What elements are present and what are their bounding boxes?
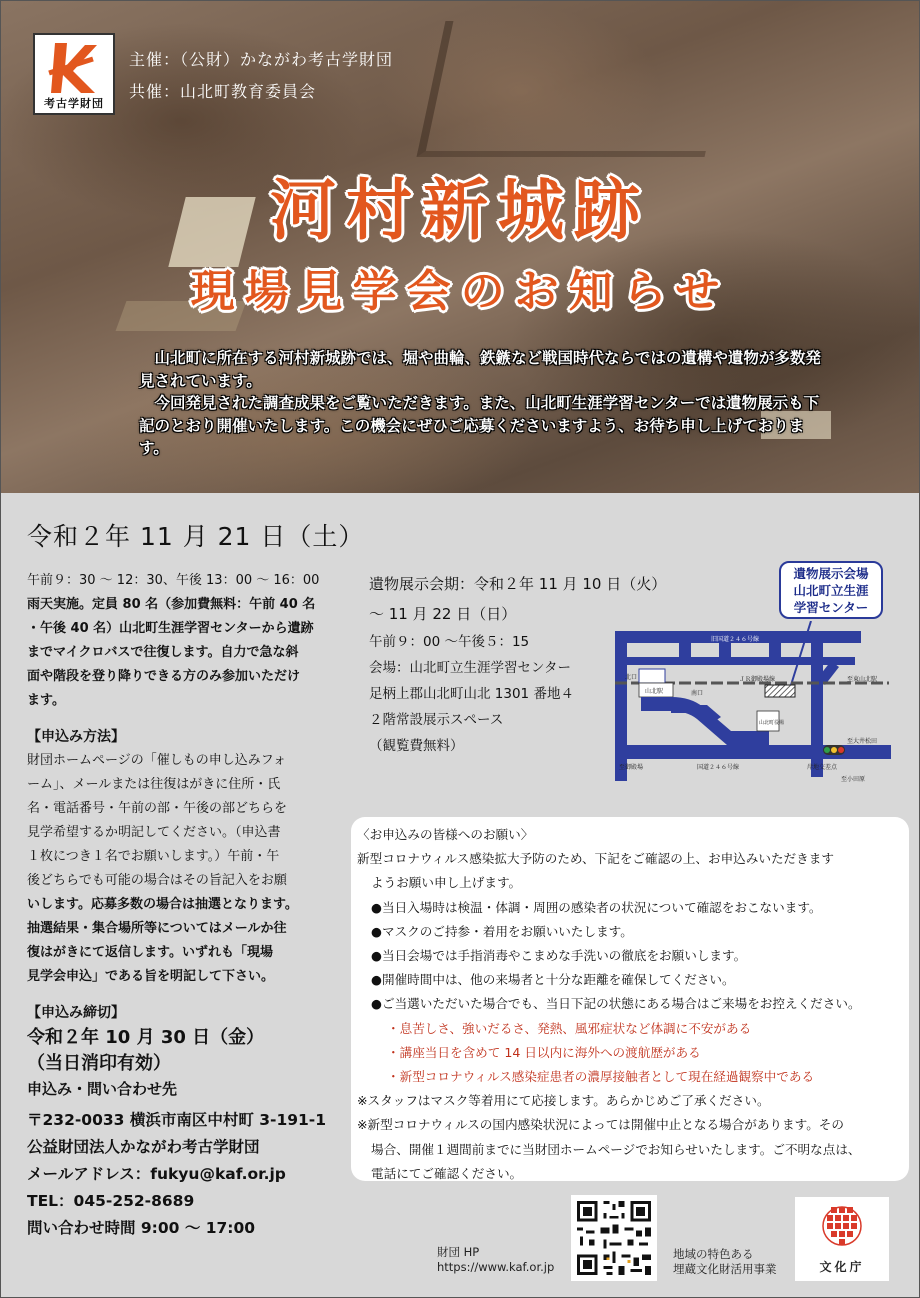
notice-intro: ようお願い申し上げます。 <box>371 875 522 891</box>
label-minamiguchi: 南口 <box>691 690 704 697</box>
notice-warning: ・講座当日を含めて 14 日以内に海外への渡航歴がある <box>387 1044 701 1060</box>
detail-line: 面や階段を登り降りできる方のみ参加いただけ <box>27 669 301 684</box>
covid-notice <box>351 817 909 1181</box>
access-map <box>611 621 891 801</box>
notice-heading: 〈お申込みの皆様へのお願い〉 <box>357 827 534 842</box>
exhibit-period: 遺物展示会期：令和２年 11 月 10 日（火） <box>369 575 667 593</box>
exhibit-venue: 会場：山北町立生涯学習センター <box>369 660 571 676</box>
hp-url[interactable]: https://www.kaf.or.jp <box>437 1260 555 1274</box>
notice-note: ※新型コロナウィルスの国内感染状況によっては開催中止となる場合があります。その <box>357 1117 844 1133</box>
organizer: 主催：（公財）かながわ考古学財団 <box>129 50 394 69</box>
notice-bullet: ●当日入場時は検温・体調・周囲の感染者の状況について確認をおこないます。 <box>371 899 822 915</box>
notice-bullet: ●当日会場では手指消毒やこまめな手洗いの徹底をお願いします。 <box>371 948 747 964</box>
k-logo-icon <box>45 39 103 97</box>
venue-building <box>765 685 795 697</box>
deadline-date: 令和２年 10 月 30 日（金） <box>27 1027 265 1048</box>
foundation-logo <box>33 33 115 115</box>
label-higashiyamakita: 至東山北駅 <box>847 676 878 683</box>
apply-heading: 【申込み方法】 <box>27 729 125 745</box>
apply-line: ーム」、メールまたは往復はがきに住所・氏 <box>27 777 281 792</box>
apply-line: 見学希望するか明記してください。（申込書 <box>27 825 281 840</box>
intro-paragraph: 今回発見された調査成果をご覧いただきます。また、山北町生涯学習センターでは遺物展示も下記のとおり開催いたします。この機会にぜひご応募くださいますよう、お待ち申し上げております。 <box>139 394 820 457</box>
label-kitaguchi: 北口 <box>625 674 638 681</box>
exhibit-hours: 午前９：00 〜午後５：15 <box>369 634 530 650</box>
notice-bullet: ●マスクのご持参・着用をお願いいたします。 <box>371 923 633 939</box>
notice-note: 場合、開催１週間前までに当財団ホームページでお知らせいたします。ご不明な点は、 <box>371 1141 861 1157</box>
label-station: 山北駅 <box>645 688 664 695</box>
logo-text: 考古学財団 <box>44 97 104 110</box>
event-date: 令和２年 11 月 21 日（土） <box>27 522 365 551</box>
apply-line: 名・電話番号・午前の部・午後の部どちらを <box>27 801 288 816</box>
bunkacho-mark-icon <box>795 1197 889 1257</box>
deadline-note: （当日消印有効） <box>27 1053 171 1074</box>
contact-heading: 申込み・問い合わせ先 <box>27 1080 178 1098</box>
main-title: 河村新城跡 <box>270 171 650 249</box>
callout-line: 学習センター <box>793 600 869 615</box>
exhibit-period-end: 〜 11 月 22 日（日） <box>369 605 517 623</box>
exhibit-floor: ２階常設展示スペース <box>369 712 504 728</box>
hp-label: 財団 HP <box>437 1245 480 1259</box>
apply-line: 後どちらでも可能の場合はその旨記入をお願 <box>27 873 287 888</box>
sub-title: 現場見学会のお知らせ <box>190 266 730 317</box>
label-odawara: 至小田原 <box>841 776 866 783</box>
detail-line: ます。 <box>27 693 65 708</box>
callout-line: 山北町立生涯 <box>793 583 869 598</box>
venue-callout <box>779 561 883 619</box>
label-old-route: 旧国道２４６号線 <box>711 636 760 643</box>
detail-line: ・午後 40 名）山北町生涯学習センターから遺跡 <box>27 621 314 636</box>
co-organizer: 共催：山北町教育委員会 <box>129 82 317 101</box>
label-route246: 国道２４６号線 <box>697 764 740 771</box>
apply-line: いします。応募多数の場合は抽選となります。 <box>27 897 298 912</box>
deadline-heading: 【申込み締切】 <box>27 1005 125 1021</box>
label-oigawa: 至大井松田 <box>847 738 878 745</box>
bunka-project <box>673 1247 777 1277</box>
contact-email[interactable]: メールアドレス：fukyu@kaf.or.jp <box>27 1165 286 1183</box>
label-jr: ＪＲ御殿場線 <box>739 676 776 683</box>
contact-address: 〒232-0033 横浜市南区中村町 3-191-1 <box>27 1111 327 1129</box>
label-town-office: 山北町役場 <box>759 720 785 726</box>
detail-line: 午前９：30 〜 12：30、午後 13：00 〜 16：00 <box>27 573 320 588</box>
apply-line: 財団ホームページの「催しもの申し込みフォ <box>27 753 287 768</box>
detail-line: 雨天実施。定員 80 名（参加費無料：午前 40 名 <box>27 597 316 612</box>
apply-line: 復はがきにて返信します。いずれも「現場 <box>27 945 273 960</box>
notice-bullet: ●開催時間中は、他の来場者と十分な距離を確保してください。 <box>371 972 735 988</box>
excavation-photo <box>1 1 919 493</box>
qr-code-icon[interactable] <box>571 1195 657 1281</box>
label-kishi: 岸地交差点 <box>807 764 838 771</box>
bunkacho-logo <box>795 1197 889 1281</box>
label-gotemba: 至御殿場 <box>619 764 644 771</box>
apply-line: １枚につき１名でお願いします。）午前・午 <box>27 849 280 864</box>
route-246 <box>615 745 891 759</box>
detail-line: までマイクロバスで往復します。自力で急な斜 <box>27 645 299 660</box>
notice-note: ※スタッフはマスク等着用にて応接します。あらかじめご了承ください。 <box>357 1093 770 1109</box>
bunka-line: 地域の特色ある <box>673 1247 754 1261</box>
notice-intro: 新型コロナウィルス感染拡大予防のため、下記をご確認の上、お申込みいただきます <box>357 851 834 867</box>
foundation-homepage <box>437 1245 554 1275</box>
notice-bullet: ●ご当選いただいた場合でも、当日下記の状態にある場合はご来場をお控えください。 <box>371 996 861 1012</box>
callout-line: 遺物展示会場 <box>793 566 869 581</box>
apply-line: 見学会申込」である旨を明記して下さい。 <box>27 969 275 984</box>
notice-warning: ・息苦しさ、強いだるさ、発熱、風邪症状など体調に不安がある <box>387 1020 752 1036</box>
event-details <box>27 569 345 1242</box>
bunkacho-text: 文化庁 <box>819 1260 865 1274</box>
apply-line: 抽選結果・集合場所等についてはメールか往 <box>27 921 287 936</box>
contact-hours: 問い合わせ時間 9:00 〜 17:00 <box>27 1219 256 1237</box>
bunka-line: 埋蔵文化財活用事業 <box>673 1262 777 1276</box>
notice-warning: ・新型コロナウィルス感染症患者の濃厚接触者として現在経過観察中である <box>387 1069 815 1085</box>
contact-org: 公益財団法人かながわ考古学財団 <box>27 1138 260 1156</box>
intro-text <box>139 347 829 460</box>
exhibit-address: 足柄上郡山北町山北 1301 番地４ <box>369 686 574 702</box>
contact-tel[interactable]: TEL：045-252-8689 <box>27 1192 195 1210</box>
exhibit-fee: （観覧費無料） <box>369 738 464 754</box>
notice-note: 電話にてご確認ください。 <box>371 1165 523 1181</box>
intro-paragraph: 山北町に所在する河村新城跡では、堀や曲輪、鉄鏃など戦国時代ならではの遺構や遺物が多数発見されています。 <box>139 349 821 390</box>
